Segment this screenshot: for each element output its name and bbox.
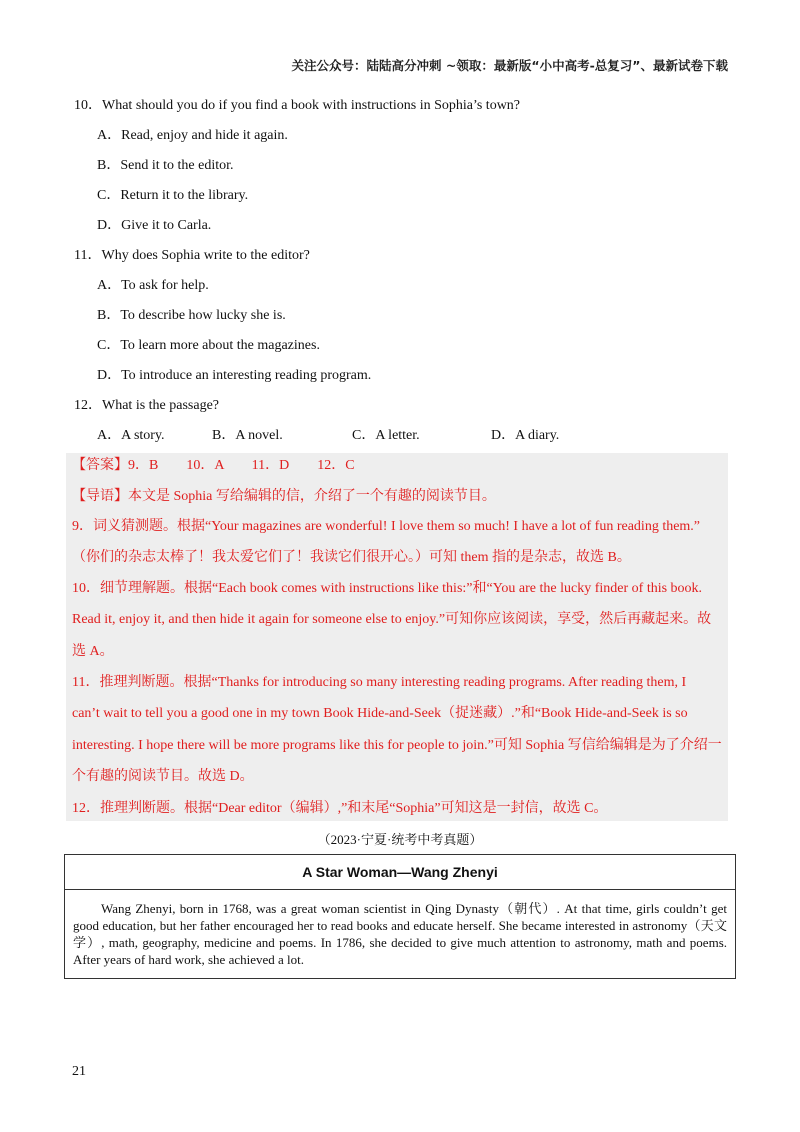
q11-option-a: A．To ask for help. — [97, 278, 209, 293]
answer-explain-11-line3: interesting. I hope there will be more programs like this for people to join.”可知 Sophia 写信给编辑是为了介绍一 — [72, 738, 722, 753]
answer-explain-12: 12．推理判断题。根据“Dear editor（编辑）,”和末尾“Sophia”可知这是一封信，故选 C。 — [72, 801, 608, 816]
q11-option-c: C．To learn more about the magazines. — [97, 338, 320, 353]
exam-source: （2023·宁夏·统考中考真题） — [317, 832, 483, 847]
passage-title: A Star Woman—Wang Zhenyi — [65, 855, 735, 890]
answer-explain-9-line2: （你们的杂志太棒了！我太爱它们了！我读它们很开心。）可知 them 指的是杂志，故选 B。 — [72, 550, 631, 565]
q12-option-d: D．A diary. — [491, 428, 560, 443]
question-10-stem: 10．What should you do if you find a book with instructions in Sophia’s town? — [74, 98, 521, 113]
answer-key: 【答案】9．B 10．A 11．D 12．C — [72, 458, 355, 473]
q11-option-d: D．To introduce an interesting reading program. — [97, 368, 372, 383]
q12-option-a: A．A story. — [97, 428, 165, 443]
q12-option-b: B．A novel. — [212, 428, 283, 443]
answer-explain-10-line3: 选 A。 — [72, 644, 114, 659]
passage-body: Wang Zhenyi, born in 1768, was a great woman scientist in Qing Dynasty（朝代）. At that time, girls couldn’t get good education, but her father encouraged her to read books and educate herself. She became interested in astronomy（天文学）, math, geography, medicine and poems. In 1786, she decided to give much attention to astronomy, math and poems. After years of hard work, she achieved a lot. — [73, 901, 727, 967]
answer-explain-11-line2: can’t wait to tell you a good one in my town Book Hide-and-Seek（捉迷藏）.”和“Book Hide-and-Seek is so — [72, 706, 688, 721]
reading-passage — [64, 854, 736, 979]
page-header: 关注公众号：陆陆高分冲刺 ~领取：最新版“小中高考-总复习”、最新试卷下载 — [291, 58, 728, 73]
question-11-stem: 11．Why does Sophia write to the editor? — [74, 248, 310, 263]
answer-explain-10-line2: Read it, enjoy it, and then hide it again for someone else to enjoy.”可知你应该阅读，享受，然后再藏起来。故 — [72, 612, 712, 627]
q10-option-c: C．Return it to the library. — [97, 188, 249, 203]
answer-intro: 【导语】本文是 Sophia 写给编辑的信，介绍了一个有趣的阅读节目。 — [72, 489, 496, 504]
q11-option-b: B．To describe how lucky she is. — [97, 308, 286, 323]
answer-explain-10-line1: 10．细节理解题。根据“Each book comes with instructions like this:”和“You are the lucky finder of this book. — [72, 581, 703, 596]
answer-explain-11-line4: 个有趣的阅读节目。故选 D。 — [72, 769, 254, 784]
page-number: 21 — [72, 1064, 86, 1079]
q10-option-a: A．Read, enjoy and hide it again. — [97, 128, 288, 143]
answer-explanation-box — [66, 453, 728, 821]
question-12-stem: 12．What is the passage? — [74, 398, 220, 413]
answer-explain-9-line1: 9．词义猜测题。根据“Your magazines are wonderful! I love them so much! I have a lot of fun reading them.” — [72, 519, 701, 534]
q12-option-c: C．A letter. — [352, 428, 420, 443]
answer-explain-11-line1: 11．推理判断题。根据“Thanks for introducing so many interesting reading programs. After reading them, I — [72, 675, 687, 690]
q10-option-d: D．Give it to Carla. — [97, 218, 212, 233]
q10-option-b: B．Send it to the editor. — [97, 158, 234, 173]
